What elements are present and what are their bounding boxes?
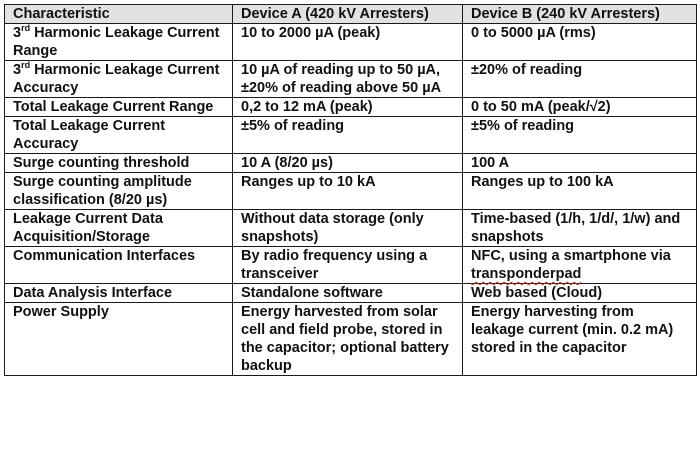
table-row	[5, 247, 697, 284]
device-a-value: Standalone software	[233, 284, 463, 303]
device-b-value: 0 to 50 mA (peak/√2)	[463, 98, 697, 117]
device-b-value	[463, 247, 697, 284]
header-characteristic: Characteristic	[5, 5, 233, 24]
device-a-value: Energy harvested from solar cell and field probe, stored in the capacitor; optional battery backup	[233, 303, 463, 376]
table-row	[5, 210, 697, 247]
device-a-value-text: 10 µA of reading up to 50 µA, ±20% of reading above 50 µA	[241, 62, 442, 96]
table-header-row	[5, 5, 697, 24]
device-a-value: 0,2 to 12 mA (peak)	[233, 98, 463, 117]
table-row	[5, 98, 697, 117]
device-b-value: ±5% of reading	[463, 117, 697, 154]
table-row	[5, 284, 697, 303]
device-a-value: ±5% of reading	[233, 117, 463, 154]
row-label	[5, 61, 233, 98]
table-row	[5, 154, 697, 173]
row-label: Data Analysis Interface	[5, 284, 233, 303]
device-a-value: 10 A (8/20 µs)	[233, 154, 463, 173]
device-a-value	[233, 61, 463, 98]
table-row	[5, 117, 697, 154]
device-b-value: Ranges up to 100 kA	[463, 173, 697, 210]
row-label: Communication Interfaces	[5, 247, 233, 284]
device-b-value-text: NFC, using a smartphone via transponderpad	[471, 248, 671, 282]
device-b-value: ±20% of reading	[463, 61, 697, 98]
device-a-value: Without data storage (only snapshots)	[233, 210, 463, 247]
table-row	[5, 173, 697, 210]
row-label: Total Leakage Current Range	[5, 98, 233, 117]
device-b-value: Energy harvesting from leakage current (min. 0.2 mA) stored in the capacitor	[463, 303, 697, 376]
row-label: Surge counting threshold	[5, 154, 233, 173]
row-label	[5, 24, 233, 61]
table-row	[5, 61, 697, 98]
device-b-value: Time-based (1/h, 1/d/, 1/w) and snapshots	[463, 210, 697, 247]
comparison-table	[4, 4, 697, 376]
table-row	[5, 24, 697, 61]
device-a-value: Ranges up to 10 kA	[233, 173, 463, 210]
device-b-value: 0 to 5000 µA (rms)	[463, 24, 697, 61]
table-row	[5, 303, 697, 376]
row-label: Power Supply	[5, 303, 233, 376]
header-device-a: Device A (420 kV Arresters)	[233, 5, 463, 24]
device-b-value: Web based (Cloud)	[463, 284, 697, 303]
row-label-text: 3rd Harmonic Leakage Current Range	[13, 23, 220, 59]
row-label: Surge counting amplitude classification (8/20 µs)	[5, 173, 233, 210]
device-a-value: By radio frequency using a transceiver	[233, 247, 463, 284]
row-label-text: 3rd Harmonic Leakage Current Accuracy	[13, 60, 220, 96]
device-b-value: 100 A	[463, 154, 697, 173]
device-a-value: 10 to 2000 µA (peak)	[233, 24, 463, 61]
row-label: Total Leakage Current Accuracy	[5, 117, 233, 154]
header-device-b: Device B (240 kV Arresters)	[463, 5, 697, 24]
row-label: Leakage Current Data Acquisition/Storage	[5, 210, 233, 247]
